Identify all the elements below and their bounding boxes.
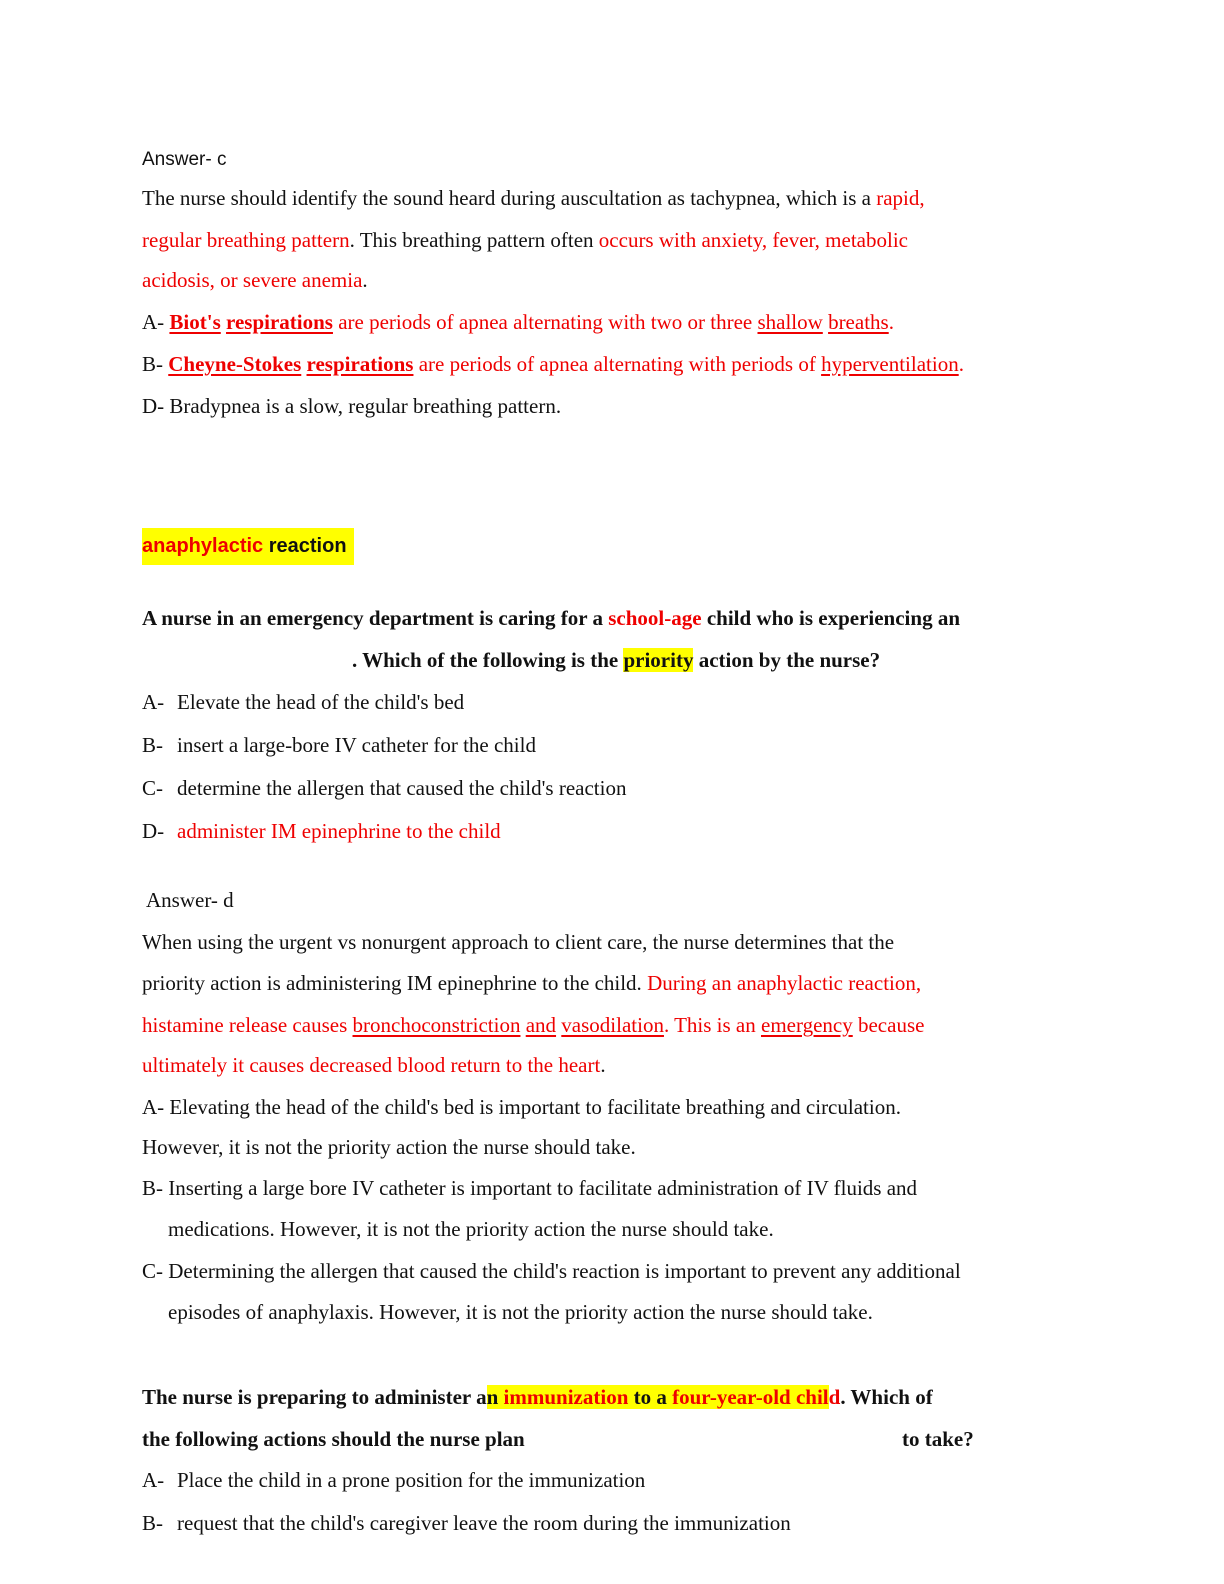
question-2-line-2: . Which of the following is the priority action by the nurse? — [352, 648, 881, 672]
question-3-line-1: The nurse is preparing to administer an immunization to a four-year-old child. Which of — [142, 1385, 933, 1409]
answer-2-line-10: episodes of anaphylaxis. However, it is not the priority action the nurse should take. — [168, 1300, 873, 1324]
question-2-option-d: D- administer IM epinephrine to the child — [142, 819, 501, 843]
answer-2-line-1: When using the urgent vs nonurgent approach to client care, the nurse determines that the — [142, 930, 895, 954]
answer-2-line-2: priority action is administering IM epinephrine to the child. During an anaphylactic reaction, — [142, 971, 922, 995]
rationale-line-1: The nurse should identify the sound heard during auscultation as tachypnea, which is a rapid, — [142, 186, 925, 210]
rationale-option-b: B- Cheyne-Stokes respirations are periods of apnea alternating with periods of hyperventilation. — [142, 352, 964, 376]
topic-heading: anaphylactic reaction — [142, 528, 354, 565]
rationale-line-2: regular breathing pattern. This breathing pattern often occurs with anxiety, fever, metabolic — [142, 228, 908, 252]
rationale-option-a: A- Biot's respirations are periods of apnea alternating with two or three shallow breaths. — [142, 310, 894, 334]
answer-2-line-6: However, it is not the priority action the nurse should take. — [142, 1135, 636, 1159]
rationale-line-3: acidosis, or severe anemia. — [142, 268, 368, 292]
answer-2-line-4: ultimately it causes decreased blood return to the heart. — [142, 1053, 606, 1077]
answer-2-line-3: histamine release causes bronchoconstriction and vasodilation. This is an emergency because — [142, 1013, 925, 1037]
answer-2-line-9: C- Determining the allergen that caused the child's reaction is important to prevent any additional — [142, 1259, 961, 1283]
answer-2-line-5: A- Elevating the head of the child's bed is important to facilitate breathing and circulation. — [142, 1095, 901, 1119]
question-2-option-b: B- insert a large-bore IV catheter for the child — [142, 733, 536, 757]
question-3-option-a: A- Place the child in a prone position for the immunization — [142, 1468, 646, 1492]
answer-2-line-8: medications. However, it is not the priority action the nurse should take. — [168, 1217, 774, 1241]
answer-2-label: Answer- d — [146, 888, 234, 912]
question-2-option-a: A- Elevate the head of the child's bed — [142, 690, 465, 714]
answer-label: Answer- c — [142, 149, 227, 170]
question-2-option-c: C- determine the allergen that caused the child's reaction — [142, 776, 627, 800]
question-3-line-2a: the following actions should the nurse plan — [142, 1427, 525, 1451]
rationale-option-d: D- Bradypnea is a slow, regular breathing pattern. — [142, 394, 562, 418]
question-3-option-b: B- request that the child's caregiver leave the room during the immunization — [142, 1511, 791, 1535]
question-2-line-1: A nurse in an emergency department is caring for a school-age child who is experiencing an — [142, 606, 961, 630]
answer-2-line-7: B- Inserting a large bore IV catheter is important to facilitate administration of IV fluids and — [142, 1176, 918, 1200]
question-3-line-2b: to take? — [902, 1427, 974, 1451]
